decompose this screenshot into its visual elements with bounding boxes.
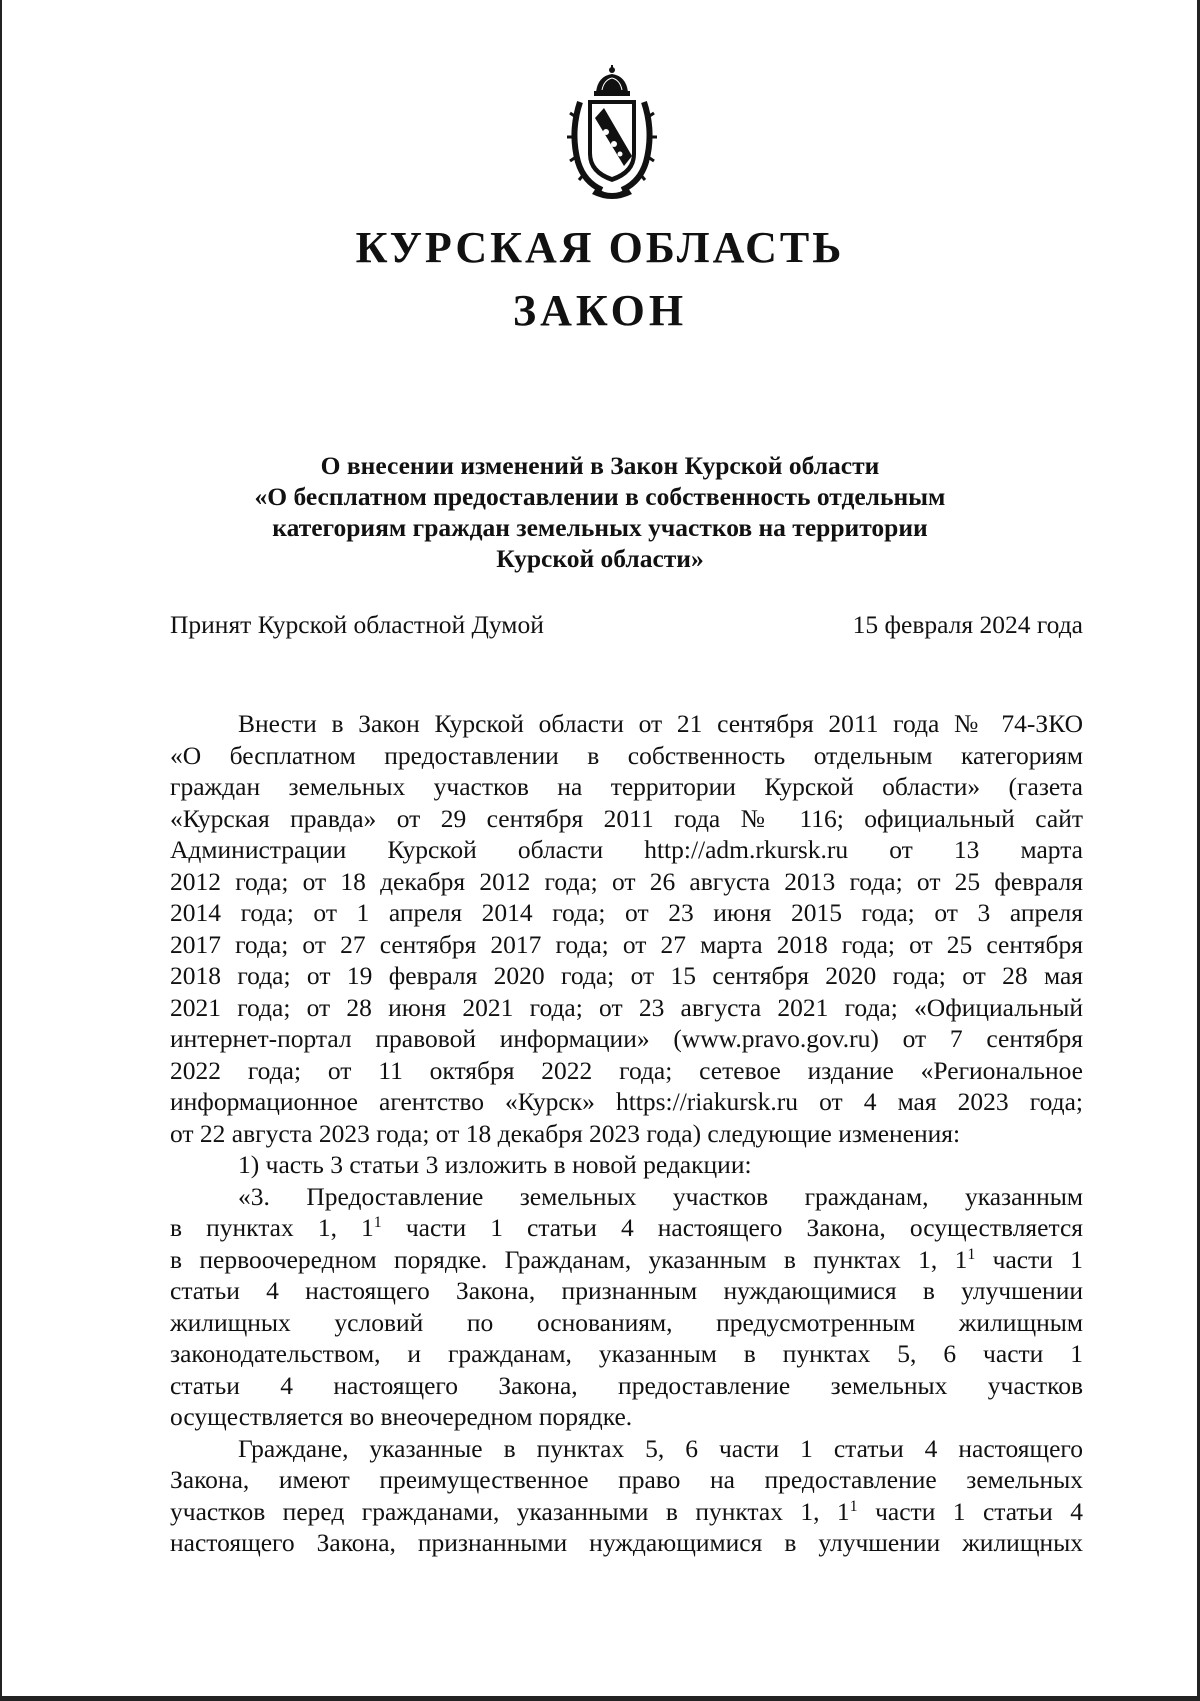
adoption-date: 15 февраля 2024 года xyxy=(852,610,1083,639)
body-line: граждан земельных участков на территории Курской области» (газета xyxy=(170,772,1083,801)
body-line: 2021 года; от 28 июня 2021 года; от 23 августа 2021 года; «Официальный xyxy=(170,992,1083,1022)
body-line: статьи 4 настоящего Закона, признанным нуждающимися в улучшении xyxy=(170,1276,1083,1305)
body-line: настоящего Закона, признанными нуждающимися в улучшении жилищных xyxy=(170,1528,1083,1557)
body-line: 2012 года; от 18 декабря 2012 года; от 26 августа 2013 года; от 25 февраля xyxy=(170,866,1083,896)
superscript: 1 xyxy=(373,1214,382,1231)
body-line: «О бесплатном предоставлении в собственность отдельным категориям xyxy=(170,740,1083,770)
body-line: законодательством, и гражданам, указанным в пунктах 5, 6 части 1 xyxy=(170,1339,1083,1368)
text-fragment: в пунктах 1, 1 xyxy=(170,1213,374,1242)
region-name: КУРСКАЯ ОБЛАСТЬ xyxy=(355,223,845,272)
text-fragment: части 1 статьи 4 xyxy=(857,1496,1083,1526)
law-title-line: О внесении изменений в Закон Курской области xyxy=(320,451,880,480)
body-line: информационное агентство «Курск» https://riakursk.ru от 4 мая 2023 года; xyxy=(170,1087,1083,1116)
body-line: Внести в Закон Курской области от 21 сентября 2011 года № 74-ЗКО xyxy=(238,709,1083,738)
body-line: жилищных условий по основаниям, предусмотренным жилищным xyxy=(170,1307,1083,1337)
shield-icon xyxy=(588,100,636,182)
body-line xyxy=(170,1496,1083,1528)
coat-of-arms-emblem xyxy=(562,62,662,202)
body-line: 2014 года; от 1 апреля 2014 года; от 23 июня 2015 года; от 3 апреля xyxy=(170,898,1083,927)
body-line: интернет-портал правовой информации» (www.pravo.gov.ru) от 7 сентября xyxy=(170,1024,1083,1053)
body-line: от 22 августа 2023 года; от 18 декабря 2023 года) следующие изменения: xyxy=(170,1118,961,1148)
document-type: ЗАКОН xyxy=(512,286,688,335)
body-line: Закона, имеют преимущественное право на предоставление земельных xyxy=(170,1465,1083,1494)
text-fragment: участков перед гражданами, указанными в пунктах 1, 1 xyxy=(170,1496,850,1526)
superscript: 1 xyxy=(967,1245,976,1263)
body-line: «3. Предоставление земельных участков гражданам, указанным xyxy=(238,1181,1083,1211)
law-title-line: Курской области» xyxy=(496,544,704,573)
body-line: «Курская правда» от 29 сентября 2011 года № 116; официальный сайт xyxy=(170,803,1083,833)
law-title-line: категориям граждан земельных участков на территории xyxy=(272,513,928,542)
text-fragment: части 1 статьи 4 настоящего Закона, осуществляется xyxy=(381,1213,1083,1242)
body-line: Граждане, указанные в пунктах 5, 6 части 1 статьи 4 настоящего xyxy=(238,1433,1083,1463)
superscript: 1 xyxy=(849,1497,858,1515)
adopted-by: Принят Курской областной Думой xyxy=(170,610,544,639)
body-line: 2017 года; от 27 сентября 2017 года; от 27 марта 2018 года; от 25 сентября xyxy=(170,929,1083,959)
list-item: 1) часть 3 статьи 3 изложить в новой редакции: xyxy=(238,1150,752,1179)
scan-edge-bottom xyxy=(0,1696,1200,1701)
body-line: 2022 года; от 11 октября 2022 года; сетевое издание «Региональное xyxy=(170,1055,1083,1085)
body-line: осуществляется во внеочередном порядке. xyxy=(170,1402,633,1431)
law-title xyxy=(170,450,1030,574)
text-fragment: в первоочередном порядке. Гражданам, указанным в пунктах 1, 1 xyxy=(170,1244,968,1274)
body-line: 2018 года; от 19 февраля 2020 года; от 15 сентября 2020 года; от 28 мая xyxy=(170,961,1083,990)
body-line xyxy=(170,1212,1083,1244)
crown-icon xyxy=(594,65,630,96)
law-body xyxy=(170,708,1083,1559)
body-line: статьи 4 настоящего Закона, предоставление земельных участков xyxy=(170,1370,1083,1400)
text-fragment: части 1 xyxy=(975,1244,1083,1274)
body-line xyxy=(170,1244,1083,1276)
law-title-line: «О бесплатном предоставлении в собственность отдельным xyxy=(254,482,946,511)
body-line: Администрации Курской области http://adm.rkursk.ru от 13 марта xyxy=(170,835,1083,864)
